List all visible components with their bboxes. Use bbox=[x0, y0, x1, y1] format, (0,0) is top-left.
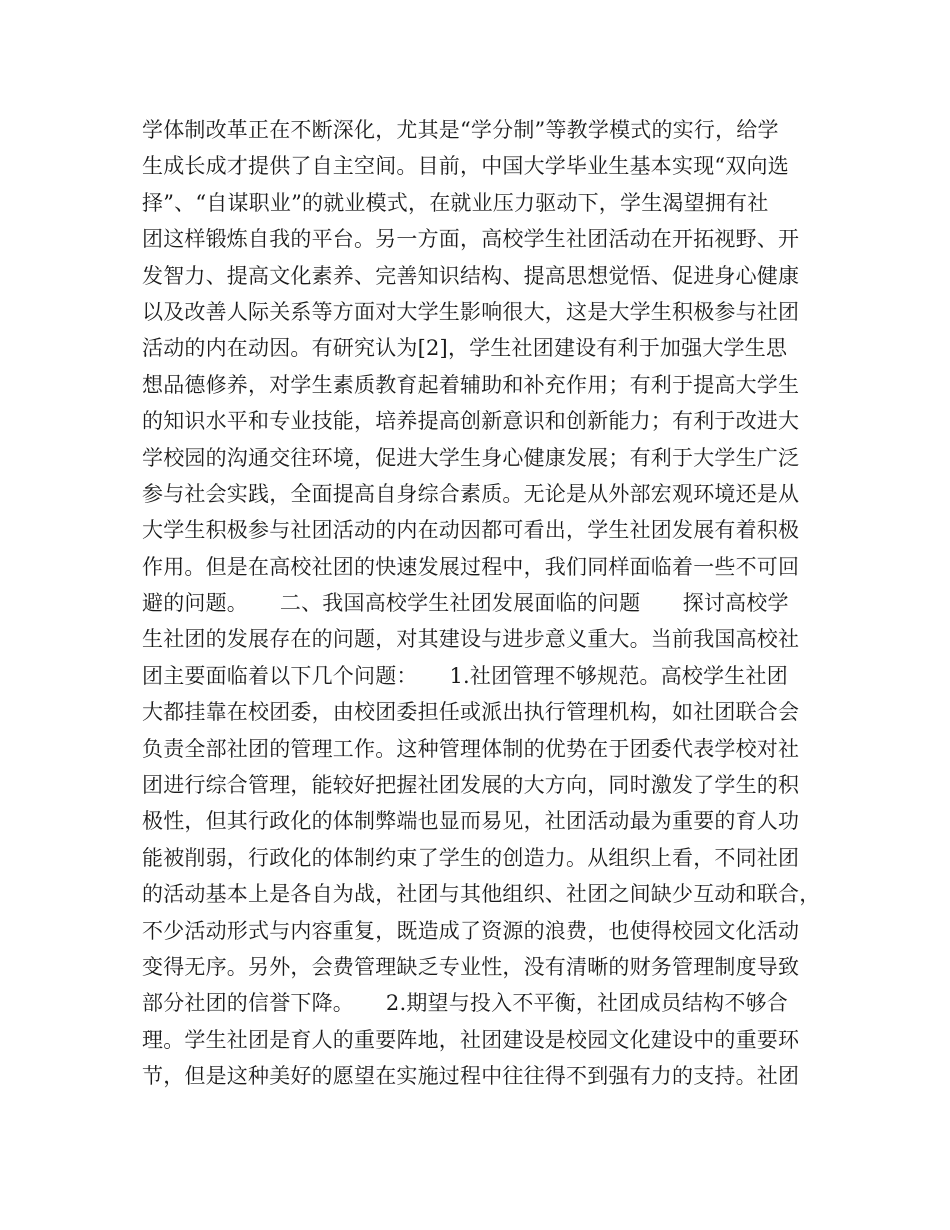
text-line: 负责全部社团的管理工作。这种管理体制的优势在于团委代表学校对社 bbox=[142, 736, 800, 761]
text-line: 团主要面临着以下几个问题： 1.社团管理不够规范。高校学生社团 bbox=[142, 663, 788, 688]
text-line: 作用。但是在高校社团的快速发展过程中，我们同样面临着一些不可回 bbox=[142, 554, 800, 579]
text-line: 理。学生社团是育人的重要阵地，社团建设是校园文化建设中的重要环 bbox=[142, 1027, 800, 1052]
text-line: 避的问题。 二、我国高校学生社团发展面临的问题 探讨高校学 bbox=[142, 591, 789, 616]
text-line: 不少活动形式与内容重复，既造成了资源的浪费，也使得校园文化活动 bbox=[142, 918, 800, 943]
text-line: 学校园的沟通交往环境，促进大学生身心健康发展；有利于大学生广泛 bbox=[142, 445, 800, 470]
text-line: 学体制改革正在不断深化，尤其是“学分制”等教学模式的实行，给学 bbox=[142, 118, 779, 142]
text-line: 生成长成才提供了自主空间。目前，中国大学毕业生基本实现“双向选 bbox=[142, 154, 789, 179]
text-line: 的知识水平和专业技能，培养提高创新意识和创新能力；有利于改进大 bbox=[142, 409, 800, 434]
text-line: 择”、“自谋职业”的就业模式，在就业压力驱动下，学生渴望拥有社 bbox=[142, 190, 769, 215]
body-text bbox=[142, 112, 822, 1095]
text-line: 团进行综合管理，能较好把握社团发展的大方向，同时激发了学生的积 bbox=[142, 773, 800, 798]
text-line: 的活动基本上是各自为战，社团与其他组织、社团之间缺少互动和联合， bbox=[142, 882, 821, 907]
text-line: 发智力、提高文化素养、完善知识结构、提高思想觉悟、促进身心健康 bbox=[142, 263, 800, 288]
text-line: 节，但是这种美好的愿望在实施过程中往往得不到强有力的支持。社团 bbox=[142, 1064, 800, 1089]
text-line: 生社团的发展存在的问题，对其建设与进步意义重大。当前我国高校社 bbox=[142, 627, 800, 652]
text-line: 部分社团的信誉下降。 2.期望与投入不平衡，社团成员结构不够合 bbox=[142, 991, 788, 1016]
text-line: 极性，但其行政化的体制弊端也显而易见，社团活动最为重要的育人功 bbox=[142, 809, 800, 834]
text-line: 能被削弱，行政化的体制约束了学生的创造力。从组织上看，不同社团 bbox=[142, 845, 800, 870]
text-line: 大都挂靠在校团委，由校团委担任或派出执行管理机构，如社团联合会 bbox=[142, 700, 800, 725]
text-line: 活动的内在动因。有研究认为[2]，学生社团建设有利于加强大学生思 bbox=[142, 336, 788, 361]
text-line: 大学生积极参与社团活动的内在动因都可看出，学生社团发展有着积极 bbox=[142, 518, 800, 543]
text-line: 参与社会实践，全面提高自身综合素质。无论是从外部宏观环境还是从 bbox=[142, 481, 800, 506]
text-line: 团这样锻炼自我的平台。另一方面，高校学生社团活动在开拓视野、开 bbox=[142, 227, 800, 252]
text-line: 以及改善人际关系等方面对大学生影响很大，这是大学生积极参与社团 bbox=[142, 299, 800, 324]
text-line: 变得无序。另外，会费管理缺乏专业性，没有清晰的财务管理制度导致 bbox=[142, 954, 800, 979]
text-line: 想品德修养，对学生素质教育起着辅助和补充作用；有利于提高大学生 bbox=[142, 372, 800, 397]
